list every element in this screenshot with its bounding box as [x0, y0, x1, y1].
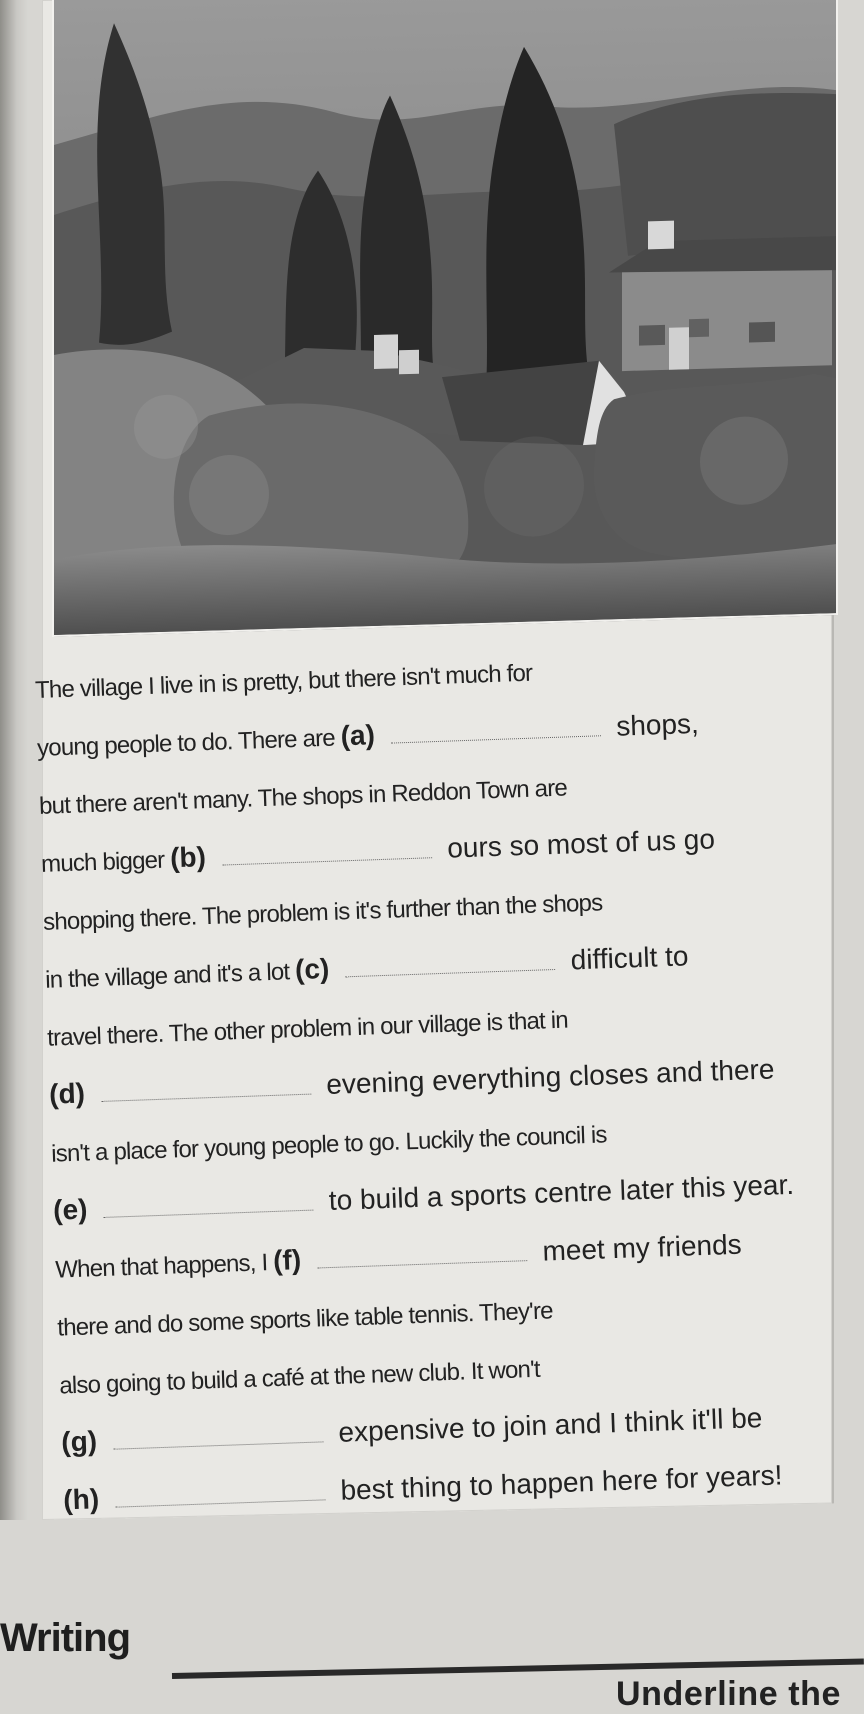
line-1-prefix: The village I live in is pretty, but there isn't much for	[34, 659, 533, 704]
village-photo	[52, 0, 838, 637]
blank-g[interactable]	[112, 1407, 323, 1449]
line-2-suffix: shops,	[615, 707, 700, 742]
page-shadow	[0, 0, 28, 1708]
line-3-prefix: but there aren't many. The shops in Reddon Town are	[38, 774, 568, 820]
line-7-prefix: travel there. The other problem in our village is that in	[46, 1006, 569, 1052]
blank-label-d: (d)	[48, 1077, 86, 1110]
line-4-prefix: much bigger	[40, 846, 171, 878]
blank-b[interactable]	[221, 823, 432, 865]
line-11-prefix: When that happens, I	[54, 1249, 274, 1284]
line-8-suffix: evening everything closes and there	[325, 1053, 775, 1101]
blank-e[interactable]	[102, 1176, 313, 1218]
partial-heading: Underline the	[616, 1675, 842, 1713]
blank-label-a: (a)	[340, 719, 376, 752]
blank-label-e: (e)	[52, 1193, 88, 1226]
blank-h[interactable]	[114, 1465, 325, 1507]
blank-a[interactable]	[390, 701, 601, 743]
blank-label-h: (h)	[62, 1483, 100, 1516]
blank-label-b: (b)	[169, 841, 207, 874]
blank-label-g: (g)	[60, 1425, 98, 1458]
line-6-prefix: in the village and it's a lot	[44, 958, 296, 994]
line-2-prefix: young people to do. There are	[36, 724, 342, 762]
line-10-suffix: to build a sports centre later this year.	[328, 1168, 795, 1217]
blank-label-c: (c)	[294, 952, 330, 986]
line-11-suffix: meet my friends	[541, 1228, 743, 1267]
village-photo-art	[54, 0, 836, 635]
blank-label-f: (f)	[272, 1244, 302, 1277]
blank-f[interactable]	[316, 1226, 527, 1268]
line-4-suffix: ours so most of us go	[446, 823, 716, 864]
reading-text	[34, 632, 864, 1530]
section-title: Writing	[0, 1616, 131, 1660]
line-14-suffix: expensive to join and I think it'll be	[337, 1402, 763, 1448]
line-13-prefix: also going to build a café at the new club. It won't	[58, 1355, 541, 1400]
blank-c[interactable]	[344, 935, 555, 977]
line-5-prefix: shopping there. The problem is it's further than the shops	[42, 889, 603, 936]
line-6-suffix: difficult to	[570, 940, 689, 976]
line-9-prefix: isn't a place for young people to go. Luckily the council is	[50, 1121, 608, 1168]
line-15-suffix: best thing to happen here for years!	[339, 1459, 783, 1506]
blank-d[interactable]	[100, 1060, 311, 1102]
line-12-prefix: there and do some sports like table tennis. They're	[56, 1297, 554, 1342]
